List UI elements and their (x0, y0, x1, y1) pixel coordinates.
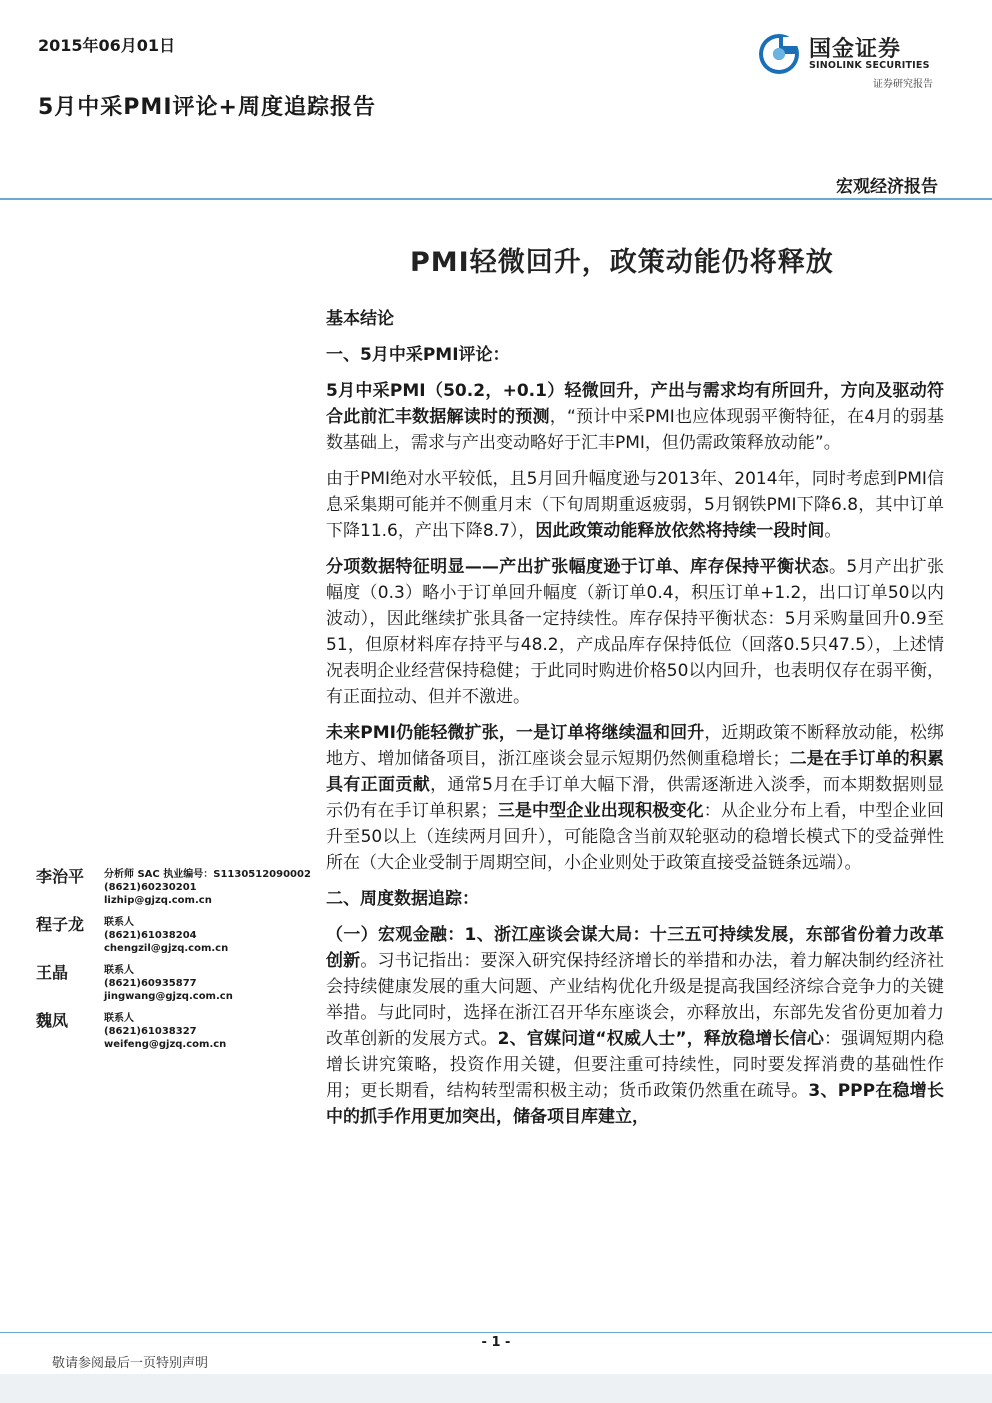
analyst-email: lizhip@gjzq.com.cn (104, 895, 212, 906)
analyst-phone: (8621)60230201 (104, 882, 197, 893)
report-date: 2015年06月01日 (38, 36, 176, 55)
paragraph-2-end: 。 (824, 521, 842, 541)
footer-divider (0, 1332, 992, 1333)
analyst-role: 联系人 (104, 917, 134, 928)
logo-english-name: SINOLINK SECURITIES (809, 60, 930, 71)
paragraph-2-text: 由于PMI绝对水平较低，且5月回升幅度逊与2013年、2014年，同时考虑到PMI信息采集期可能并不侧重月末（下旬周期重返疲弱，5月钢铁PMI下降6.8，其中订单下降11.6，产出下降8.7）， (326, 469, 944, 541)
analyst-name: 程子龙 (36, 915, 85, 934)
paragraph-4 (326, 720, 944, 876)
paragraph-4-bold-1: 未来PMI仍能轻微扩张，一是订单将继续温和回升 (326, 723, 705, 743)
section-1-title: 一、5月中采PMI评论： (326, 345, 510, 365)
report-title: 5月中采PMI评论+周度追踪报告 (38, 95, 376, 120)
section-basic-conclusion: 基本结论 (326, 309, 394, 329)
paragraph-3-text: 。5月产出扩张幅度（0.3）略小于订单回升幅度（新订单0.4，积压订单+1.2，出口订单50以内波动），因此继续扩张具备一定持续性。库存保持平衡状态：5月采购量回升0.9至51，但原材料库存持平与48.2，产成品库存保持低位（回落0.5只47.5），上述情况表明企业经营保持稳健；于此同时购进价格50以内回升，也表明仅存在弱平衡，有正面拉动、但并不激进。 (326, 557, 944, 707)
headline: PMI轻微回升，政策动能仍将释放 (410, 247, 834, 278)
analyst-phone: (8621)61038327 (104, 1026, 197, 1037)
paragraph-5-bold-2: 2、官媒问道“权威人士”，释放稳增长信心 (497, 1029, 825, 1049)
page-number: - 1 - (481, 1335, 511, 1350)
paragraph-2-bold: 因此政策动能释放依然将持续一段时间 (535, 521, 825, 541)
analyst-contact (104, 964, 233, 1003)
paragraph-5-text-1: 。习书记指出：要深入研究保持经济增长的举措和办法，着力解决制约经济社会持续健康发展的重大问题、产业结构优化升级是提高我国经济综合竞争力的关键举措。与此同时，选择在浙江召开华东座谈会，亦释放出，东部先发省份更加着力改革创新的发展方式。 (326, 951, 944, 1049)
paragraph-5-text-2: ：强调短期内稳增长讲究策略，投资作用关键，但要注重可持续性，同时要发挥消费的基础性作用；更长期看，结构转型需积极主动；货币政策仍然重在疏导。 (326, 1029, 944, 1101)
analyst-phone: (8621)61038204 (104, 930, 197, 941)
company-logo (757, 30, 957, 92)
analyst-email: jingwang@gjzq.com.cn (104, 991, 233, 1002)
analyst-name: 魏凤 (36, 1011, 69, 1030)
section-2-title: 二、周度数据追踪： (326, 889, 479, 909)
paragraph-2 (326, 466, 944, 544)
logo-chinese-name: 国金证券 (809, 37, 902, 62)
paragraph-3-bold: 分项数据特征明显——产出扩张幅度逊于订单、库存保持平衡状态 (326, 557, 830, 577)
analyst-contact (104, 868, 311, 907)
paragraph-4-text-1: ，近期政策不断释放动能，松绑地方、增加储备项目，浙江座谈会显示短期仍然侧重稳增长； (326, 723, 945, 769)
paragraph-5 (326, 922, 944, 1130)
paragraph-4-bold-3: 三是中型企业出现积极变化 (497, 801, 704, 821)
analyst-email: chengzil@gjzq.com.cn (104, 943, 229, 954)
analyst-contact (104, 916, 228, 955)
paragraph-5-bold-3: 3、PPP在稳增长中的抓手作用更加突出，储备项目库建立， (326, 1081, 945, 1127)
analyst-name: 王晶 (36, 963, 69, 982)
paragraph-1-text: ，“预计中采PMI也应体现弱平衡特征，在4月的弱基数基础上，需求与产出变动略好于汇丰PMI，但仍需政策释放动能”。 (326, 407, 944, 453)
logo-subtitle: 证券研究报告 (873, 79, 933, 90)
main-body (326, 306, 944, 1140)
header-divider (0, 198, 992, 200)
paragraph-4-text-3: ：从企业分布上看，中型企业回升至50以上（连续两月回升），可能隐含当前双轮驱动的稳增长模式下的受益弹性所在（大企业受制于周期空间，小企业则处于政策直接受益链条远端）。 (326, 801, 945, 873)
paragraph-4-bold-2: 二是在手订单的积累具有正面贡献 (326, 749, 945, 795)
analyst-contact (104, 1012, 226, 1051)
sinolink-logo-icon (757, 32, 801, 76)
analyst-role: 联系人 (104, 965, 134, 976)
report-type: 宏观经济报告 (836, 177, 938, 197)
paragraph-4-text-2: ，通常5月在手订单大幅下滑，供需逐渐进入淡季，而本期数据则显示仍有在手订单积累； (326, 775, 944, 821)
analyst-role: 联系人 (104, 1013, 134, 1024)
paragraph-5-bold-1: （一）宏观金融：1、浙江座谈会谋大局：十三五可持续发展，东部省份着力改革创新 (326, 925, 944, 971)
paragraph-1 (326, 378, 944, 456)
disclaimer-note: 敬请参阅最后一页特别声明 (52, 1356, 209, 1371)
analyst-email: weifeng@gjzq.com.cn (104, 1039, 227, 1050)
analyst-name: 李治平 (36, 867, 85, 886)
paragraph-3 (326, 554, 944, 710)
analyst-phone: (8621)60935877 (104, 978, 197, 989)
analyst-role: 分析师 SAC 执业编号：S1130512090002 (104, 869, 311, 880)
footer-band (0, 1374, 992, 1403)
paragraph-1-bold: 5月中采PMI（50.2，+0.1）轻微回升，产出与需求均有所回升，方向及驱动符合此前汇丰数据解读时的预测 (326, 381, 944, 427)
